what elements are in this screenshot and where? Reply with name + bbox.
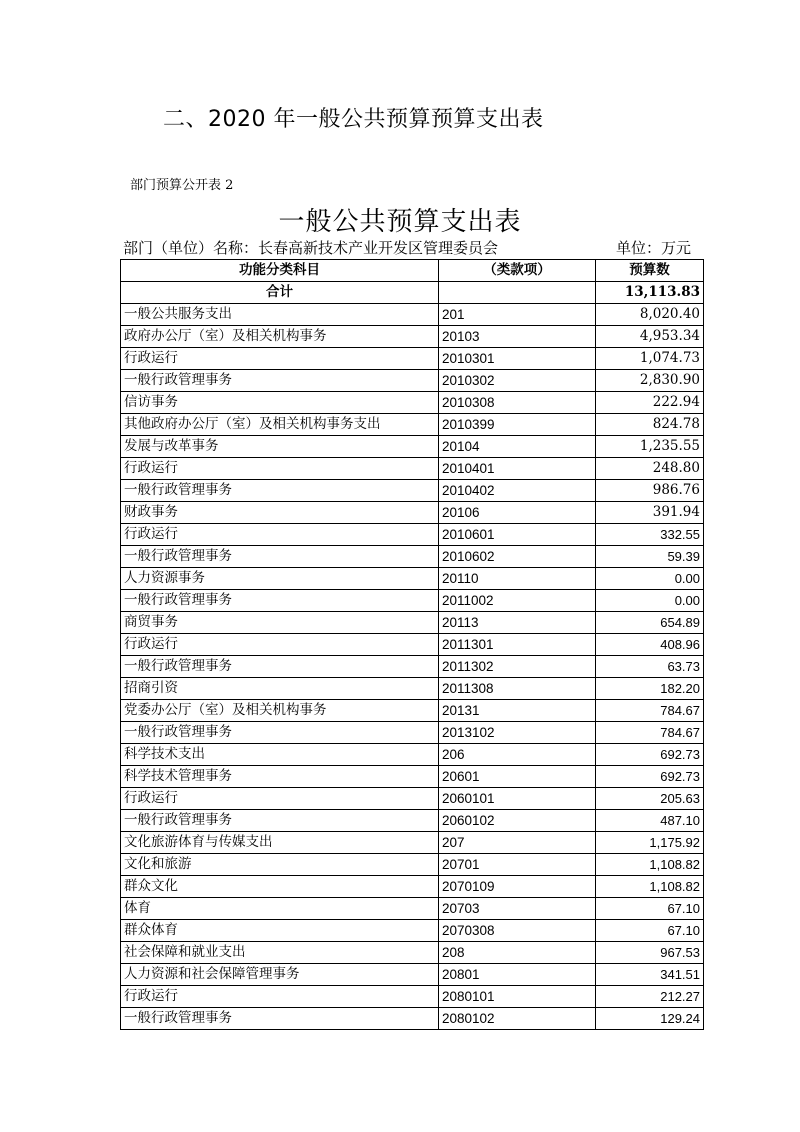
row-code: 206 xyxy=(439,744,596,766)
row-amount: 341.51 xyxy=(596,964,704,986)
table-row xyxy=(121,414,704,436)
row-code: 2013102 xyxy=(439,722,596,744)
row-name: 群众文化 xyxy=(121,876,439,898)
row-code: 2060102 xyxy=(439,810,596,832)
table-row xyxy=(121,700,704,722)
row-code: 2010399 xyxy=(439,414,596,436)
row-amount: 391.94 xyxy=(596,502,704,524)
row-code: 20601 xyxy=(439,766,596,788)
row-code: 20801 xyxy=(439,964,596,986)
row-name: 社会保障和就业支出 xyxy=(121,942,439,964)
row-code: 2010401 xyxy=(439,458,596,480)
row-amount: 784.67 xyxy=(596,722,704,744)
table-row xyxy=(121,392,704,414)
row-code: 20104 xyxy=(439,436,596,458)
row-amount: 824.78 xyxy=(596,414,704,436)
row-amount: 1,074.73 xyxy=(596,348,704,370)
table-row xyxy=(121,436,704,458)
table-row xyxy=(121,920,704,942)
row-code: 2010602 xyxy=(439,546,596,568)
row-code: 2080102 xyxy=(439,1008,596,1030)
row-name: 行政运行 xyxy=(121,634,439,656)
header-row xyxy=(121,260,704,282)
row-amount: 654.89 xyxy=(596,612,704,634)
row-code: 2010308 xyxy=(439,392,596,414)
row-amount: 0.00 xyxy=(596,568,704,590)
row-code: 2010402 xyxy=(439,480,596,502)
row-code: 2070109 xyxy=(439,876,596,898)
row-code: 20703 xyxy=(439,898,596,920)
row-name: 党委办公厅（室）及相关机构事务 xyxy=(121,700,439,722)
table-row xyxy=(121,898,704,920)
row-name: 信访事务 xyxy=(121,392,439,414)
row-amount: 63.73 xyxy=(596,656,704,678)
row-amount: 59.39 xyxy=(596,546,704,568)
row-amount: 0.00 xyxy=(596,590,704,612)
table-title: 一般公共预算支出表 xyxy=(278,207,522,237)
row-code: 20103 xyxy=(439,326,596,348)
row-amount: 205.63 xyxy=(596,788,704,810)
row-amount: 692.73 xyxy=(596,766,704,788)
row-amount: 1,108.82 xyxy=(596,876,704,898)
row-name: 一般行政管理事务 xyxy=(121,810,439,832)
department-name: 部门（单位）名称：长春高新技术产业开发区管理委员会 xyxy=(123,239,499,257)
table-row xyxy=(121,766,704,788)
row-name: 政府办公厅（室）及相关机构事务 xyxy=(121,326,439,348)
table-row xyxy=(121,986,704,1008)
table-row xyxy=(121,458,704,480)
row-amount: 67.10 xyxy=(596,920,704,942)
table-row xyxy=(121,480,704,502)
table-row xyxy=(121,348,704,370)
table-row xyxy=(121,656,704,678)
table-row xyxy=(121,876,704,898)
table-row xyxy=(121,788,704,810)
row-code: 20110 xyxy=(439,568,596,590)
row-name: 人力资源和社会保障管理事务 xyxy=(121,964,439,986)
row-name: 人力资源事务 xyxy=(121,568,439,590)
row-name: 招商引资 xyxy=(121,678,439,700)
row-code: 2060101 xyxy=(439,788,596,810)
row-name: 文化和旅游 xyxy=(121,854,439,876)
table-row xyxy=(121,810,704,832)
row-amount: 182.20 xyxy=(596,678,704,700)
table-row xyxy=(121,832,704,854)
row-amount: 8,020.40 xyxy=(596,304,704,326)
row-amount: 1,175.92 xyxy=(596,832,704,854)
section-title: 二、2020 年一般公共预算预算支出表 xyxy=(163,107,544,132)
unit-label: 单位：万元 xyxy=(616,239,692,257)
row-amount: 212.27 xyxy=(596,986,704,1008)
total-amount: 13,113.83 xyxy=(596,282,704,304)
table-row xyxy=(121,1008,704,1030)
row-name: 商贸事务 xyxy=(121,612,439,634)
row-code: 2010601 xyxy=(439,524,596,546)
row-amount: 784.67 xyxy=(596,700,704,722)
row-name: 其他政府办公厅（室）及相关机构事务支出 xyxy=(121,414,439,436)
table-row xyxy=(121,590,704,612)
table-number: 部门预算公开表 2 xyxy=(130,178,234,193)
row-amount: 129.24 xyxy=(596,1008,704,1030)
row-amount: 967.53 xyxy=(596,942,704,964)
row-name: 文化旅游体育与传媒支出 xyxy=(121,832,439,854)
row-name: 一般行政管理事务 xyxy=(121,480,439,502)
table-row xyxy=(121,568,704,590)
table-row xyxy=(121,370,704,392)
table-row xyxy=(121,502,704,524)
row-name: 行政运行 xyxy=(121,348,439,370)
table-row xyxy=(121,678,704,700)
row-amount: 248.80 xyxy=(596,458,704,480)
row-amount: 2,830.90 xyxy=(596,370,704,392)
row-amount: 332.55 xyxy=(596,524,704,546)
row-code: 2010301 xyxy=(439,348,596,370)
row-name: 行政运行 xyxy=(121,788,439,810)
total-row xyxy=(121,282,704,304)
row-name: 财政事务 xyxy=(121,502,439,524)
row-code: 20131 xyxy=(439,700,596,722)
row-code: 207 xyxy=(439,832,596,854)
row-name: 行政运行 xyxy=(121,524,439,546)
table-row xyxy=(121,854,704,876)
row-code: 20113 xyxy=(439,612,596,634)
row-name: 科学技术管理事务 xyxy=(121,766,439,788)
row-amount: 1,235.55 xyxy=(596,436,704,458)
row-amount: 408.96 xyxy=(596,634,704,656)
table-row xyxy=(121,634,704,656)
row-amount: 487.10 xyxy=(596,810,704,832)
row-code: 2010302 xyxy=(439,370,596,392)
row-name: 体育 xyxy=(121,898,439,920)
table-row xyxy=(121,722,704,744)
row-name: 一般行政管理事务 xyxy=(121,656,439,678)
row-amount: 222.94 xyxy=(596,392,704,414)
table-row xyxy=(121,326,704,348)
header-code: （类款项） xyxy=(439,260,596,282)
row-amount: 986.76 xyxy=(596,480,704,502)
row-amount: 1,108.82 xyxy=(596,854,704,876)
row-code: 2011302 xyxy=(439,656,596,678)
row-code: 208 xyxy=(439,942,596,964)
table-row xyxy=(121,612,704,634)
row-amount: 67.10 xyxy=(596,898,704,920)
row-name: 发展与改革事务 xyxy=(121,436,439,458)
row-code: 2080101 xyxy=(439,986,596,1008)
row-name: 行政运行 xyxy=(121,458,439,480)
row-name: 一般行政管理事务 xyxy=(121,722,439,744)
table-row xyxy=(121,942,704,964)
row-code: 2011301 xyxy=(439,634,596,656)
table-row xyxy=(121,744,704,766)
row-name: 行政运行 xyxy=(121,986,439,1008)
row-amount: 4,953.34 xyxy=(596,326,704,348)
table-row xyxy=(121,964,704,986)
row-name: 一般行政管理事务 xyxy=(121,370,439,392)
header-amount: 预算数 xyxy=(596,260,704,282)
row-code: 2011002 xyxy=(439,590,596,612)
table-row xyxy=(121,524,704,546)
row-code: 20106 xyxy=(439,502,596,524)
header-name: 功能分类科目 xyxy=(121,260,439,282)
row-name: 一般行政管理事务 xyxy=(121,590,439,612)
row-name: 一般行政管理事务 xyxy=(121,546,439,568)
row-code: 2070308 xyxy=(439,920,596,942)
row-name: 一般公共服务支出 xyxy=(121,304,439,326)
row-code: 201 xyxy=(439,304,596,326)
total-label: 合计 xyxy=(121,282,439,304)
row-code: 20701 xyxy=(439,854,596,876)
table-row xyxy=(121,304,704,326)
table-row xyxy=(121,546,704,568)
total-code xyxy=(439,282,596,304)
row-name: 一般行政管理事务 xyxy=(121,1008,439,1030)
row-name: 科学技术支出 xyxy=(121,744,439,766)
row-code: 2011308 xyxy=(439,678,596,700)
budget-table xyxy=(120,259,704,1030)
row-name: 群众体育 xyxy=(121,920,439,942)
row-amount: 692.73 xyxy=(596,744,704,766)
